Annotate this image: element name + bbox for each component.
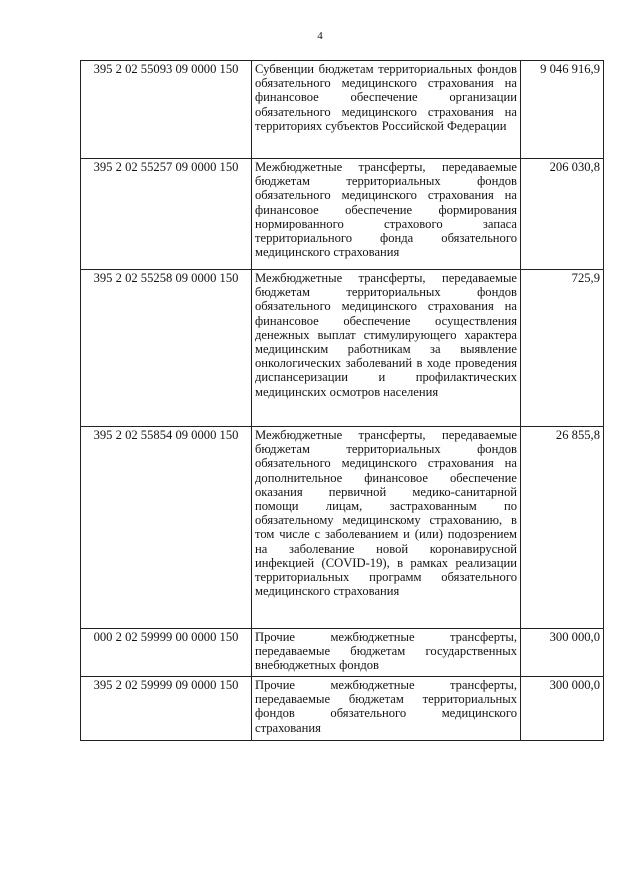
description-cell: Субвенции бюджетам территориальных фондов обязательного медицинского страхования на финансовое обеспечение организации обязательного медицинского страхования на территориях субъектов Российской Федерации bbox=[252, 61, 521, 159]
table-row bbox=[81, 629, 604, 677]
table-row bbox=[81, 61, 604, 159]
page-number: 4 bbox=[317, 30, 323, 42]
amount-cell: 300 000,0 bbox=[521, 629, 604, 677]
budget-code-cell: 000 2 02 59999 00 0000 150 bbox=[81, 629, 252, 677]
budget-table-body bbox=[81, 61, 604, 741]
description-cell: Межбюджетные трансферты, передаваемые бюджетам территориальных фондов обязательного медицинского страхования на дополнительное финансовое обеспечение оказания первичной медико-санитарной помощи лицам, застрахованным по обязательному медицинскому страхованию, в том числе с заболеванием и (или) подозрением на заболевание новой коронавирусной инфекцией (COVID-19), в рамках реализации территориальных программ обязательного медицинского страхования bbox=[252, 427, 521, 629]
table-row bbox=[81, 677, 604, 741]
budget-code-cell: 395 2 02 55093 09 0000 150 bbox=[81, 61, 252, 159]
description-cell: Прочие межбюджетные трансферты, передаваемые бюджетам территориальных фондов обязательного медицинского страхования bbox=[252, 677, 521, 741]
budget-code-cell: 395 2 02 59999 09 0000 150 bbox=[81, 677, 252, 741]
budget-table bbox=[80, 60, 604, 741]
amount-cell: 26 855,8 bbox=[521, 427, 604, 629]
table-row bbox=[81, 159, 604, 270]
table-row bbox=[81, 270, 604, 427]
amount-cell: 300 000,0 bbox=[521, 677, 604, 741]
table-row bbox=[81, 427, 604, 629]
budget-code-cell: 395 2 02 55257 09 0000 150 bbox=[81, 159, 252, 270]
description-cell: Межбюджетные трансферты, передаваемые бюджетам территориальных фондов обязательного медицинского страхования на финансовое обеспечение формирования нормированного страхового запаса территориального фонда обязательного медицинского страхования bbox=[252, 159, 521, 270]
budget-code-cell: 395 2 02 55854 09 0000 150 bbox=[81, 427, 252, 629]
description-cell: Прочие межбюджетные трансферты, передаваемые бюджетам государственных внебюджетных фондов bbox=[252, 629, 521, 677]
amount-cell: 725,9 bbox=[521, 270, 604, 427]
description-cell: Межбюджетные трансферты, передаваемые бюджетам территориальных фондов обязательного медицинского страхования на финансовое обеспечение осуществления денежных выплат стимулирующего характера медицинским работникам за выявление онкологических заболеваний в ходе проведения диспансеризации и профилактических медицинских осмотров населения bbox=[252, 270, 521, 427]
budget-code-cell: 395 2 02 55258 09 0000 150 bbox=[81, 270, 252, 427]
amount-cell: 9 046 916,9 bbox=[521, 61, 604, 159]
amount-cell: 206 030,8 bbox=[521, 159, 604, 270]
